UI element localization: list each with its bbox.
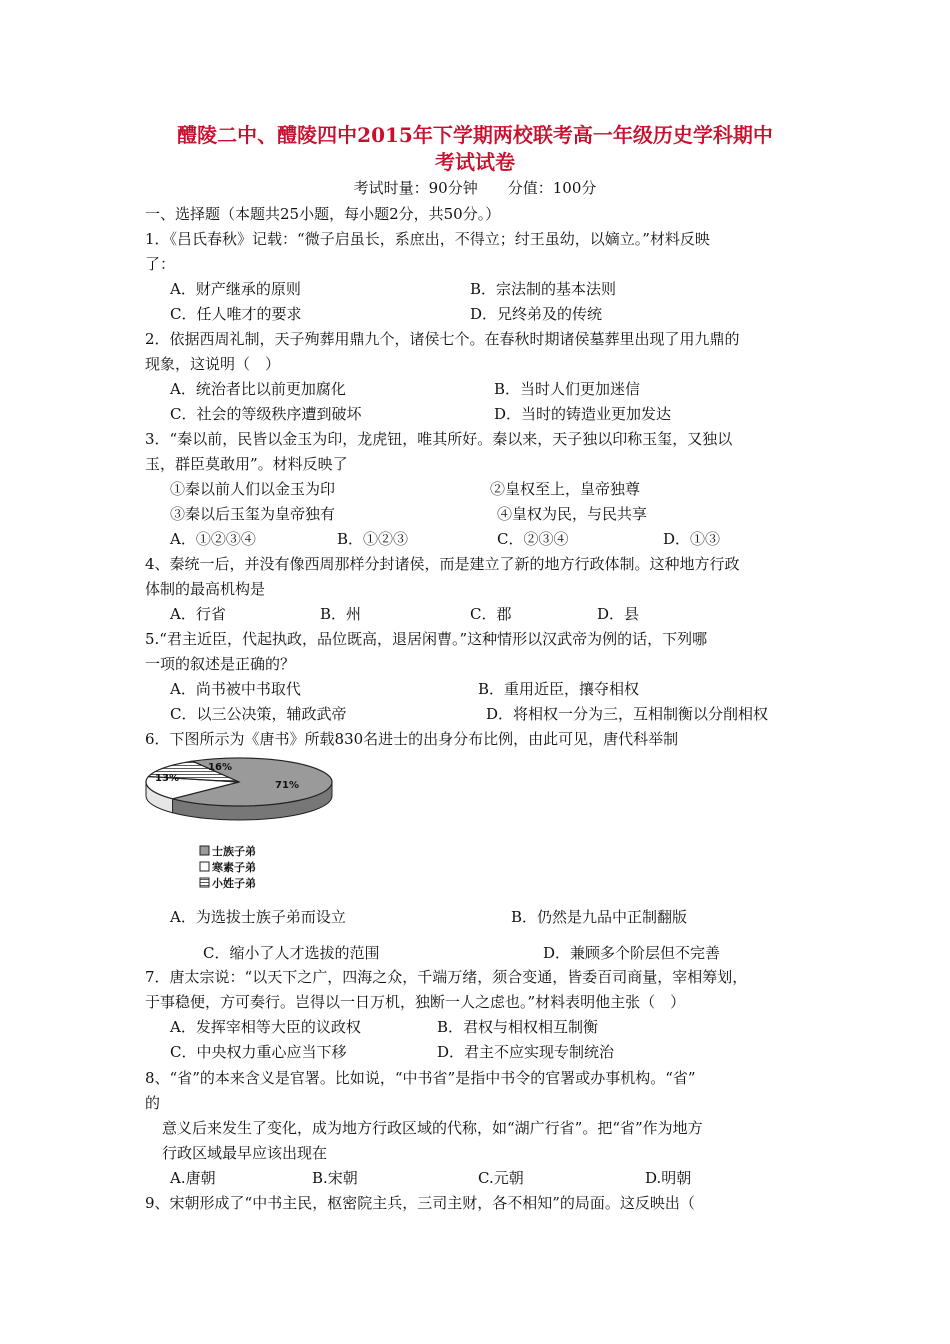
q2-stem-cont: 现象，这说明（ ） <box>145 355 281 373</box>
q4-stem: 4、秦统一后，并没有像西周那样分封诸侯，而是建立了新的地方行政体制。这种地方行政 <box>145 555 740 573</box>
q8-option-b: B.宋朝 <box>312 1169 358 1187</box>
q5-option-a: A．尚书被中书取代 <box>170 680 301 698</box>
q7-stem: 7．唐太宗说：“以天下之广，四海之众，千端万绪，须合变通，皆委百司商量，宰相筹划， <box>145 968 748 986</box>
q7-option-c: C．中央权力重心应当下移 <box>170 1043 347 1061</box>
q3-statement-4: ④皇权为民，与民共享 <box>497 505 648 523</box>
q8-stem: 8、“省”的本来含义是官署。比如说，“中书省”是指中书令的官署或办事机构。“省” <box>145 1069 696 1087</box>
q4-option-b: B．州 <box>320 605 362 623</box>
q3-statement-1: ①秦以前人们以金玉为印 <box>170 480 336 498</box>
legend-label-1: 寒素子弟 <box>212 861 256 874</box>
legend-label-0: 士族子弟 <box>212 845 256 858</box>
q7-option-d: D．君主不应实现专制统治 <box>437 1043 615 1061</box>
q8-stem-cont: 的 <box>145 1094 161 1112</box>
q6-option-c: C．缩小了人才选拔的范围 <box>203 944 380 962</box>
q5-option-c: C．以三公决策，辅政武帝 <box>170 705 347 723</box>
jinshi-origin-pie-chart <box>142 752 342 897</box>
pie-value-label-2: 13% <box>155 773 179 784</box>
q5-stem-cont: 一项的叙述是正确的？ <box>145 655 296 673</box>
q5-option-d: D．将相权一分为三，互相制衡以分削相权 <box>486 705 769 723</box>
q2-option-a: A．统治者比以前更加腐化 <box>170 380 346 398</box>
q3-option-c: C．②③④ <box>497 530 569 548</box>
q4-option-d: D．县 <box>597 605 640 623</box>
q3-option-d: D．①③ <box>663 530 721 548</box>
q1-option-b: B．宗法制的基本法则 <box>470 280 617 298</box>
q6-option-a: A．为选拔士族子弟而设立 <box>170 908 346 926</box>
q3-option-a: A．①②③④ <box>170 530 256 548</box>
q4-option-a: A．行省 <box>170 605 226 623</box>
q8-stem-line4: 行政区域最早应该出现在 <box>162 1144 328 1162</box>
q1-option-c: C．任人唯才的要求 <box>170 305 302 323</box>
q6-option-b: B．仍然是九品中正制翻版 <box>511 908 688 926</box>
exam-info: 考试时量：90分钟 分值：100分 <box>353 179 597 197</box>
q9-stem: 9、宋朝形成了“中书主民，枢密院主兵，三司主财，各不相知”的局面。这反映出（ <box>145 1194 695 1212</box>
q7-option-b: B．君权与相权相互制衡 <box>437 1018 599 1036</box>
legend-swatch-1 <box>200 862 209 871</box>
q2-option-c: C．社会的等级秩序遭到破坏 <box>170 405 362 423</box>
q7-stem-cont: 于事稳便，方可奏行。岂得以一日万机，独断一人之虑也。”材料表明他主张（ ） <box>145 993 686 1011</box>
q5-stem: 5.“君主近臣，代起执政，品位既高，退居闲曹。”这种情形以汉武帝为例的话，下列哪 <box>145 630 708 648</box>
q7-option-a: A．发挥宰相等大臣的议政权 <box>170 1018 361 1036</box>
q1-option-a: A．财产继承的原则 <box>170 280 301 298</box>
q2-option-d: D．当时的铸造业更加发达 <box>494 405 672 423</box>
q3-option-b: B．①②③ <box>337 530 409 548</box>
q3-statement-2: ②皇权至上，皇帝独尊 <box>490 480 641 498</box>
q1-stem-cont: 了： <box>145 255 176 273</box>
q1-option-d: D．兄终弟及的传统 <box>470 305 603 323</box>
q5-option-b: B．重用近臣，攘夺相权 <box>478 680 640 698</box>
legend-swatch-2 <box>200 878 209 887</box>
pie-value-label-1: 16% <box>208 762 232 773</box>
q6-option-d: D．兼顾多个阶层但不完善 <box>543 944 721 962</box>
q2-stem: 2．依据西周礼制，天子殉葬用鼎九个，诸侯七个。在春秋时期诸侯墓葬里出现了用九鼎的 <box>145 330 740 348</box>
q8-option-c: C.元朝 <box>478 1169 524 1187</box>
exam-title-line1: 醴陵二中、醴陵四中2015年下学期两校联考高一年级历史学科期中 <box>177 123 773 147</box>
q1-stem: 1．《吕氏春秋》记载：“微子启虽长，系庶出，不得立；纣王虽幼，以嫡立。”材料反映 <box>145 230 710 248</box>
legend-label-2: 小姓子弟 <box>212 877 256 890</box>
q6-stem: 6．下图所示为《唐书》所载830名进士的出身分布比例，由此可见，唐代科举制 <box>145 730 679 748</box>
q8-option-a: A.唐朝 <box>170 1169 216 1187</box>
q8-option-d: D.明朝 <box>645 1169 692 1187</box>
q8-stem-line3: 意义后来发生了变化，成为地方行政区域的代称，如“湖广行省”。把“省”作为地方 <box>162 1119 703 1137</box>
section-heading: 一、选择题（本题共25小题，每小题2分，共50分。） <box>145 205 501 223</box>
q3-stem-cont: 玉，群臣莫敢用”。材料反映了 <box>145 455 348 473</box>
pie-value-label-0: 71% <box>275 780 299 791</box>
q4-stem-cont: 体制的最高机构是 <box>145 580 266 598</box>
legend-swatch-0 <box>200 846 209 855</box>
q2-option-b: B．当时人们更加迷信 <box>494 380 641 398</box>
exam-title-line2: 考试试卷 <box>435 150 515 174</box>
q4-option-c: C．郡 <box>470 605 512 623</box>
q3-statement-3: ③秦以后玉玺为皇帝独有 <box>170 505 336 523</box>
q3-stem: 3．“秦以前，民皆以金玉为印，龙虎钮，唯其所好。秦以来，天子独以印称玉玺，又独以 <box>145 430 733 448</box>
